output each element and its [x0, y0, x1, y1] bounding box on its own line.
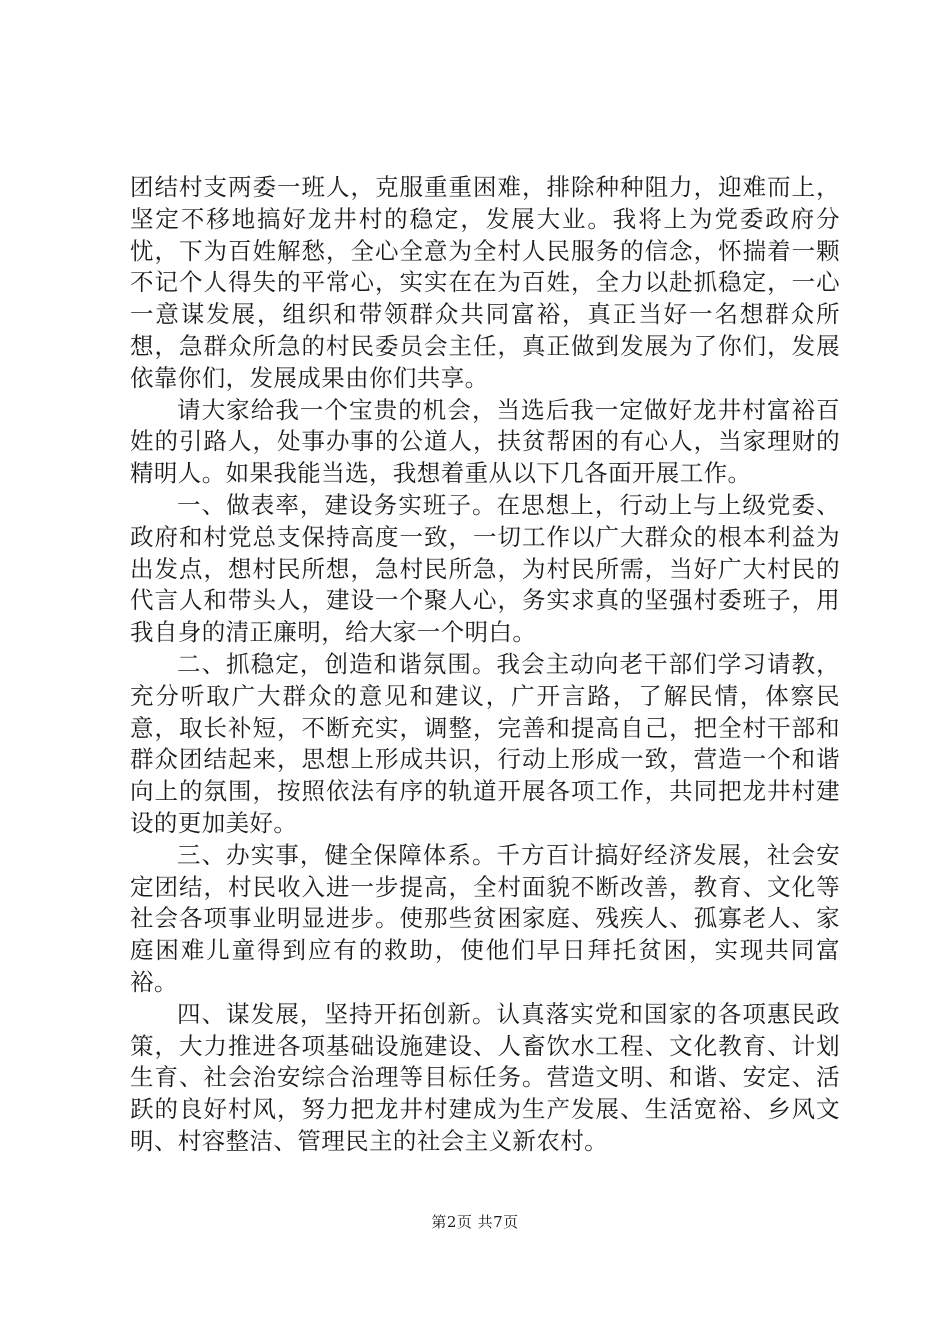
document-body	[130, 172, 840, 1158]
paragraph-point-one: 一、做表率，建设务实班子。在思想上，行动上与上级党委、政府和村党总支保持高度一致，一切工作以广大群众的根本利益为出发点，想村民所想，急村民所急，为村民所需，当好广大村民的代言人和带头人，建设一个聚人心，务实求真的坚强村委班子，用我自身的清正廉明，给大家一个明白。	[130, 490, 840, 647]
page-number-footer: 第2页 共7页	[431, 1213, 519, 1231]
paragraph-point-two: 二、抓稳定，创造和谐氛围。我会主动向老干部们学习请教，充分听取广大群众的意见和建议，广开言路，了解民情，体察民意，取长补短，不断充实，调整，完善和提高自己，把全村干部和群众团结起来，思想上形成共识，行动上形成一致，营造一个和谐向上的氛围，按照依法有序的轨道开展各项工作，共同把龙井村建设的更加美好。	[130, 649, 840, 837]
paragraph-continuation: 团结村支两委一班人，克服重重困难，排除种种阻力，迎难而上，坚定不移地搞好龙井村的稳定，发展大业。我将上为党委政府分忧，下为百姓解愁，全心全意为全村人民服务的信念，怀揣着一颗不记个人得失的平常心，实实在在为百姓，全力以赴抓稳定，一心一意谋发展，组织和带领群众共同富裕，真正当好一名想群众所想，急群众所急的村民委员会主任，真正做到发展为了你们，发展依靠你们，发展成果由你们共享。	[130, 173, 840, 392]
paragraph-request: 请大家给我一个宝贵的机会，当选后我一定做好龙井村富裕百姓的引路人，处事办事的公道人，扶贫帮困的有心人，当家理财的精明人。如果我能当选，我想着重从以下几各面开展工作。	[130, 395, 840, 488]
paragraph-point-three: 三、办实事，健全保障体系。千方百计搞好经济发展，社会安定团结，村民收入进一步提高，全村面貌不断改善，教育、文化等社会各项事业明显进步。使那些贫困家庭、残疾人、孤寡老人、家庭困难儿童得到应有的救助，使他们早日拜托贫困，实现共同富裕。	[130, 840, 840, 996]
paragraph-point-four: 四、谋发展，坚持开拓创新。认真落实党和国家的各项惠民政策，大力推进各项基础设施建设、人畜饮水工程、文化教育、计划生育、社会治安综合治理等目标任务。营造文明、和谐、安定、活跃的良好村风，努力把龙井村建成为生产发展、生活宽裕、乡风文明、村容整洁、管理民主的社会主义新农村。	[130, 999, 840, 1155]
